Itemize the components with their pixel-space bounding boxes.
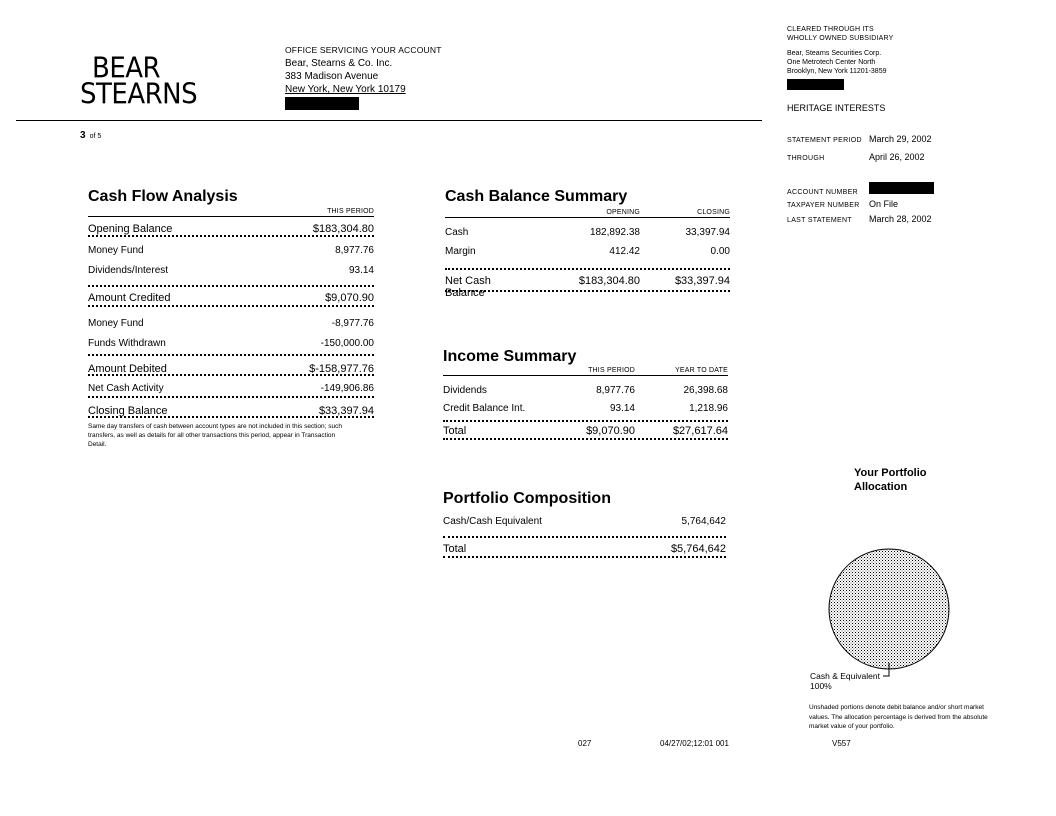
footer-code3: V557 [832, 739, 851, 748]
row-label: Cash/Cash Equivalent [443, 516, 542, 527]
header-rule [16, 120, 762, 121]
row-value: 8,977.76 [335, 245, 374, 256]
clearing-line2: WHOLLY OWNED SUBSIDIARY [787, 35, 894, 42]
cash-balance-row [445, 270, 730, 299]
row-value: $5,764,642 [670, 543, 726, 555]
row-value: -8,977.76 [331, 318, 374, 329]
cash-flow-row [88, 332, 374, 356]
row-label: Dividends [443, 385, 487, 396]
income-section [443, 348, 728, 440]
row-ytd: 1,218.96 [689, 403, 728, 414]
page-current: 3 [80, 130, 86, 141]
footer-code2: 04/27/02;12:01 001 [660, 739, 729, 748]
portfolio-row [443, 538, 726, 558]
account-number-label: ACCOUNT NUMBER [787, 189, 858, 196]
row-value: $183,304.80 [312, 223, 374, 235]
page-number [80, 130, 101, 141]
through-value: April 26, 2002 [869, 152, 925, 162]
row-closing: 33,397.94 [685, 227, 730, 238]
logo-line2: STEARNS [80, 78, 198, 112]
redaction-bar [869, 182, 934, 194]
last-statement-value: March 28, 2002 [869, 214, 932, 224]
cash-flow-title: Cash Flow Analysis [88, 188, 238, 205]
last-statement-label: LAST STATEMENT [787, 217, 852, 224]
office-line2: 383 Madison Avenue [285, 71, 379, 82]
office-caption: OFFICE SERVICING YOUR ACCOUNT [285, 45, 442, 55]
portfolio-section [443, 490, 726, 558]
allocation-note: Unshaded portions denote debit balance and/or short market values. The allocation percentage is derived from the absolute market value of your portfolio. [809, 704, 988, 730]
this-period-col: THIS PERIOD [588, 367, 635, 374]
row-ytd: 26,398.68 [683, 385, 728, 396]
cash-balance-section [445, 188, 730, 299]
row-label: Cash [445, 227, 469, 238]
statement-period-value: March 29, 2002 [869, 134, 932, 144]
bear-stearns-logo [80, 52, 200, 112]
pie-slice-cash [829, 549, 949, 669]
row-label: Amount Debited [88, 363, 167, 375]
cash-flow-row [88, 257, 374, 287]
row-value: $33,397.94 [318, 405, 374, 417]
row-label: Margin [445, 246, 476, 257]
row-value: 93.14 [348, 265, 374, 276]
redaction-bar [787, 79, 844, 90]
through-row [787, 153, 1017, 163]
cash-balance-col-header [445, 209, 730, 218]
income-row [443, 422, 728, 440]
redaction-bar [285, 97, 359, 110]
clearing-address2: Brooklyn, New York 11201-3859 [787, 68, 887, 75]
row-period: 8,977.76 [596, 385, 635, 396]
taxpayer-row [787, 200, 1017, 210]
row-period: $9,070.90 [586, 425, 635, 437]
clearing-line1: CLEARED THROUGH ITS [787, 26, 874, 33]
allocation-pie-chart [828, 548, 953, 688]
row-opening: 412.42 [609, 246, 640, 257]
opening-col: OPENING [606, 209, 640, 216]
row-label: Closing Balance [88, 405, 168, 417]
row-label: Opening Balance [88, 223, 173, 235]
row-label: Funds Withdrawn [88, 338, 166, 349]
cash-flow-row [88, 398, 374, 418]
cash-flow-section [88, 188, 374, 449]
account-number-row [787, 182, 1017, 197]
row-label: Money Fund [88, 245, 144, 256]
logo-line1: BEAR [92, 52, 161, 86]
row-label: Total [443, 425, 467, 437]
cash-flow-row [88, 307, 374, 332]
row-label: Amount Credited [88, 292, 171, 304]
row-opening: 182,892.38 [589, 227, 640, 238]
page-total: of 5 [89, 133, 102, 140]
portfolio-title: Portfolio Composition [443, 490, 611, 507]
cash-flow-row [88, 356, 374, 376]
pie-slice-pct: 100% [810, 681, 832, 691]
through-label: THROUGH [787, 155, 825, 162]
income-row [443, 398, 728, 422]
last-statement-row [787, 215, 1017, 225]
office-line3: New York, New York 10179 [285, 84, 406, 95]
income-title: Income Summary [443, 348, 577, 365]
row-value: -150,000.00 [320, 338, 374, 349]
clearing-block [787, 25, 1017, 225]
row-value: $-158,977.76 [309, 363, 374, 375]
row-ytd: $27,617.64 [672, 425, 728, 437]
allocation-title-line2: Allocation [854, 481, 908, 493]
taxpayer-label: TAXPAYER NUMBER [787, 202, 860, 209]
statement-period-row [787, 135, 1017, 145]
closing-col: CLOSING [697, 209, 730, 216]
account-name: HERITAGE INTERESTS [787, 103, 886, 113]
cash-flow-row [88, 376, 374, 398]
footer-code1: 027 [578, 739, 592, 748]
allocation-title-line1: Your Portfolio [854, 467, 927, 479]
statement-period-label: STATEMENT PERIOD [787, 137, 862, 144]
portfolio-row [443, 508, 726, 538]
row-value: 5,764,642 [681, 516, 726, 527]
row-label: Total [443, 543, 467, 555]
clearing-name: Bear, Stearns Securities Corp. [787, 50, 882, 57]
row-closing: 0.00 [710, 246, 730, 257]
cash-flow-row [88, 217, 374, 237]
cash-flow-note: Same day transfers of cash between account types are not included in this section; such transfers, as well as details for all other transactions this period, appear in Transaction Detail. [88, 423, 343, 448]
office-block [285, 44, 442, 110]
row-label: Net Cash Activity [88, 383, 164, 394]
row-closing: $33,397.94 [674, 275, 730, 287]
cash-balance-row [445, 240, 730, 270]
cash-flow-col-header: THIS PERIOD [88, 208, 374, 217]
pie-slice-label: Cash & Equivalent [810, 671, 880, 681]
income-row [443, 376, 728, 398]
cash-flow-row [88, 287, 374, 307]
income-col-header [443, 367, 728, 376]
pie-label [810, 671, 880, 691]
row-period: 93.14 [609, 403, 635, 414]
allocation-title [854, 466, 927, 494]
row-value: -149,906.86 [320, 383, 374, 394]
clearing-address1: One Metrotech Center North [787, 59, 876, 66]
cash-flow-row [88, 237, 374, 257]
row-label: Net Cash Balance [445, 275, 491, 299]
taxpayer-value: On File [869, 199, 899, 209]
ytd-col: YEAR TO DATE [675, 367, 728, 374]
cash-balance-row [445, 218, 730, 240]
row-label: Credit Balance Int. [443, 403, 526, 414]
cash-balance-title: Cash Balance Summary [445, 188, 628, 205]
row-label: Dividends/Interest [88, 265, 169, 276]
row-opening: $183,304.80 [578, 275, 640, 287]
row-label: Money Fund [88, 318, 144, 329]
office-line1: Bear, Stearns & Co. Inc. [285, 58, 393, 69]
row-value: $9,070.90 [325, 292, 374, 304]
